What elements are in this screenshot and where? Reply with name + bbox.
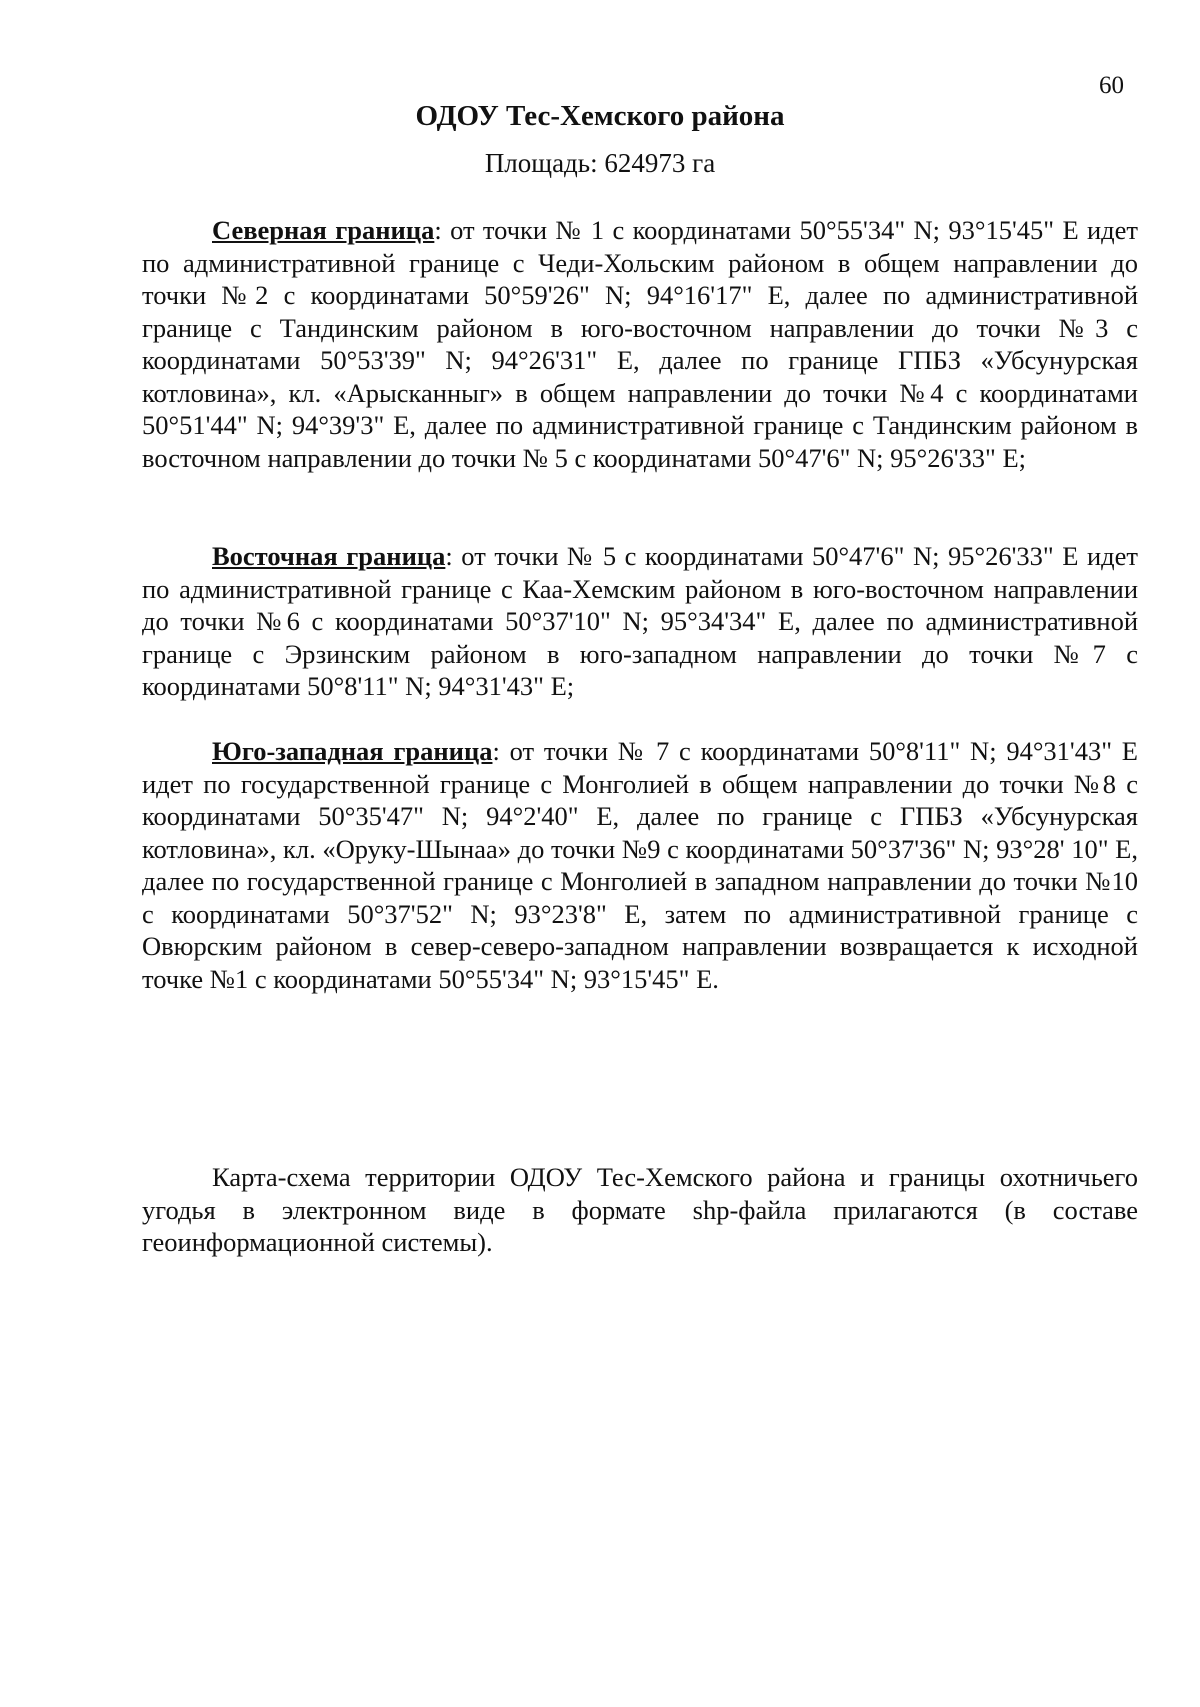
map-note-paragraph: Карта-схема территории ОДОУ Тес-Хемского района и границы охотничьего угодья в электронном виде в формате shp-файла прилагаются (в составе геоинформационной системы). bbox=[142, 1162, 1138, 1257]
area-value: 624973 га bbox=[604, 148, 716, 178]
east-boundary-heading: Восточная граница bbox=[212, 541, 446, 571]
east-boundary-paragraph bbox=[142, 540, 1138, 703]
southwest-boundary-heading: Юго-западная граница bbox=[212, 736, 493, 766]
document-title: ОДОУ Тес-Хемского района bbox=[415, 100, 785, 132]
page-number: 60 bbox=[1099, 72, 1124, 99]
area-line bbox=[0, 148, 1200, 179]
north-boundary-text: от точки № 1 с координатами 50°55'34" N; 93°15'45" E идет по административной границе с Чеди-Хольским районом в общем направлении до точки №2 с координатами 50°59'26" N; 94°16'17" E, далее по административной границе с Тандинским районом в юго-восточном направлении до точки №3 с координатами 50°53'39" N; 94°26'31" E, далее по границе ГПБЗ «Убсунурская котловина», кл. «Арысканныг» в общем направлении до точки №4 с координатами 50°51'44" N; 94°39'3" E, далее по административной границе с Тандинским районом в восточном направлении до точки № 5 с координатами 50°47'6" N; 95°26'33" E; bbox=[142, 215, 1139, 473]
area-label: Площадь: bbox=[484, 148, 605, 178]
north-boundary-heading: Северная граница bbox=[212, 215, 435, 245]
north-boundary-paragraph bbox=[142, 214, 1138, 474]
southwest-boundary-paragraph bbox=[142, 735, 1138, 995]
north-boundary-colon: : bbox=[434, 215, 442, 245]
southwest-boundary-colon: : bbox=[492, 736, 500, 766]
southwest-boundary-text: от точки № 7 с координатами 50°8'11" N; 94°31'43" E идет по государственной границе с Монголией в общем направлении до точки №8 с координатами 50°35'47" N; 94°2'40" E, далее по границе с ГПБЗ «Убсунурская котловина», кл. «Оруку-Шынаа» до точки №9 с координатами 50°37'36" N; 93°28' 10" E, далее по государственной границе с Монголией в западном направлении до точки №10 с координатами 50°37'52" N; 93°23'8" E, затем по административной границе с Овюрским районом в север-северо-западном направлении возвращается к исходной точке №1 с координатами 50°55'34" N; 93°15'45" E. bbox=[142, 736, 1138, 994]
east-boundary-colon: : bbox=[445, 541, 453, 571]
east-boundary-text: от точки № 5 с координатами 50°47'6" N; 95°26'33" E идет по административной границе с Каа-Хемским районом в юго-восточном направлении до точки №6 с координатами 50°37'10" N; 95°34'34" E, далее по административной границе с Эрзинским районом в юго-западном направлении до точки №7 с координатами 50°8'11" N; 94°31'43" E; bbox=[142, 541, 1138, 701]
